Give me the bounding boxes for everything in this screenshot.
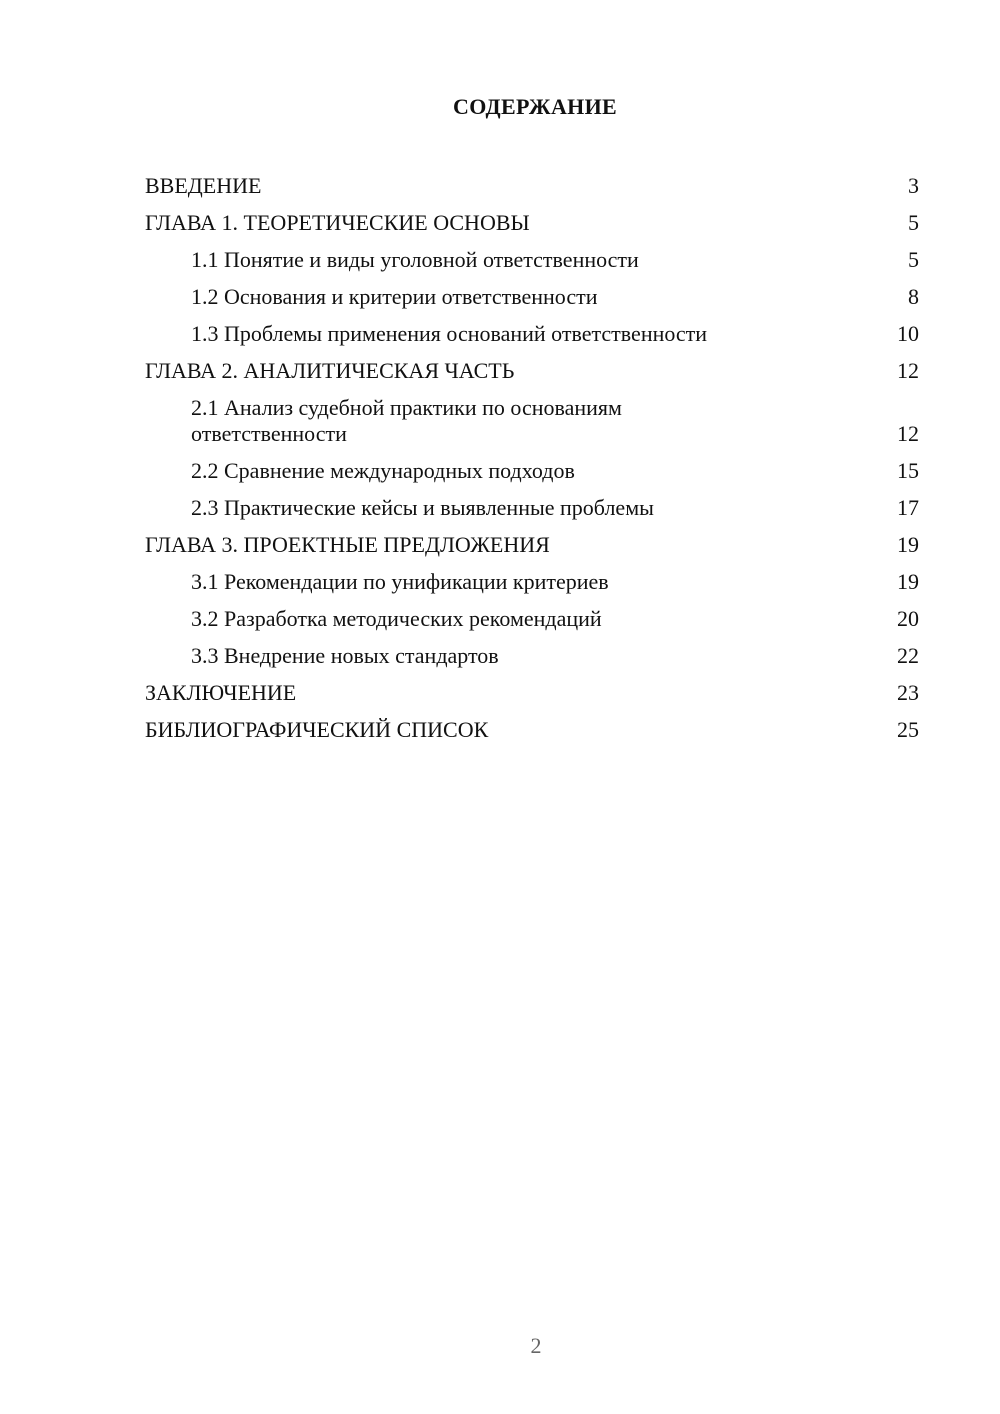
toc-entry-conclusion[interactable] — [145, 674, 919, 711]
toc-entry-section-3-2[interactable] — [145, 600, 919, 637]
toc-entry-label: 1.3 Проблемы применения оснований ответственности — [191, 321, 708, 346]
toc-entry-page: 12 — [897, 421, 919, 446]
toc-entry-page: 22 — [897, 643, 919, 668]
toc-entry-chapter-2[interactable] — [145, 352, 919, 389]
page-number: 2 — [530, 1333, 542, 1358]
toc-entry-section-2-1[interactable] — [145, 389, 919, 452]
toc-entry-section-1-2[interactable] — [145, 278, 919, 315]
toc-entry-page: 5 — [908, 210, 919, 235]
table-of-contents — [145, 167, 919, 748]
toc-entry-page: 25 — [897, 717, 919, 742]
toc-entry-section-1-3[interactable] — [145, 315, 919, 352]
toc-entry-chapter-1[interactable] — [145, 204, 919, 241]
toc-entry-page: 19 — [897, 569, 919, 594]
toc-entry-section-2-2[interactable] — [145, 452, 919, 489]
toc-entry-label: 2.2 Сравнение международных подходов — [191, 458, 575, 483]
toc-entry-label: 1.1 Понятие и виды уголовной ответственности — [191, 247, 639, 272]
toc-entry-page: 12 — [897, 358, 919, 383]
toc-entry-page: 5 — [908, 247, 919, 272]
toc-entry-label: ЗАКЛЮЧЕНИЕ — [145, 680, 297, 705]
toc-entry-chapter-3[interactable] — [145, 526, 919, 563]
toc-entry-label: ГЛАВА 1. ТЕОРЕТИЧЕСКИЕ ОСНОВЫ — [145, 210, 530, 235]
toc-entry-label: ГЛАВА 3. ПРОЕКТНЫЕ ПРЕДЛОЖЕНИЯ — [145, 532, 550, 557]
toc-entry-label: БИБЛИОГРАФИЧЕСКИЙ СПИСОК — [145, 717, 489, 742]
toc-entry-label: 2.3 Практические кейсы и выявленные проблемы — [191, 495, 654, 520]
toc-entry-page: 17 — [897, 495, 919, 520]
toc-entry-section-2-3[interactable] — [145, 489, 919, 526]
toc-entry-bibliography[interactable] — [145, 711, 919, 748]
toc-entry-label: 3.2 Разработка методических рекомендаций — [191, 606, 602, 631]
toc-entry-section-3-3[interactable] — [145, 637, 919, 674]
toc-entry-page: 10 — [897, 321, 919, 346]
toc-entry-label: ГЛАВА 2. АНАЛИТИЧЕСКАЯ ЧАСТЬ — [145, 358, 515, 383]
toc-entry-label: 3.1 Рекомендации по унификации критериев — [191, 569, 609, 594]
toc-entry-page: 19 — [897, 532, 919, 557]
toc-entry-page: 23 — [897, 680, 919, 705]
toc-entry-section-3-1[interactable] — [145, 563, 919, 600]
toc-entry-page: 3 — [908, 173, 919, 198]
toc-title: СОДЕРЖАНИЕ — [453, 94, 617, 119]
toc-entry-label: 2.1 Анализ судебной практики по основаниям ответственности — [191, 395, 622, 446]
toc-entry-page: 15 — [897, 458, 919, 483]
toc-entry-page: 20 — [897, 606, 919, 631]
toc-entry-section-1-1[interactable] — [145, 241, 919, 278]
toc-entry-introduction[interactable] — [145, 167, 919, 204]
toc-entry-page: 8 — [908, 284, 919, 309]
toc-entry-label: 1.2 Основания и критерии ответственности — [191, 284, 598, 309]
toc-entry-label: ВВЕДЕНИЕ — [145, 173, 262, 198]
toc-entry-label: 3.3 Внедрение новых стандартов — [191, 643, 499, 668]
